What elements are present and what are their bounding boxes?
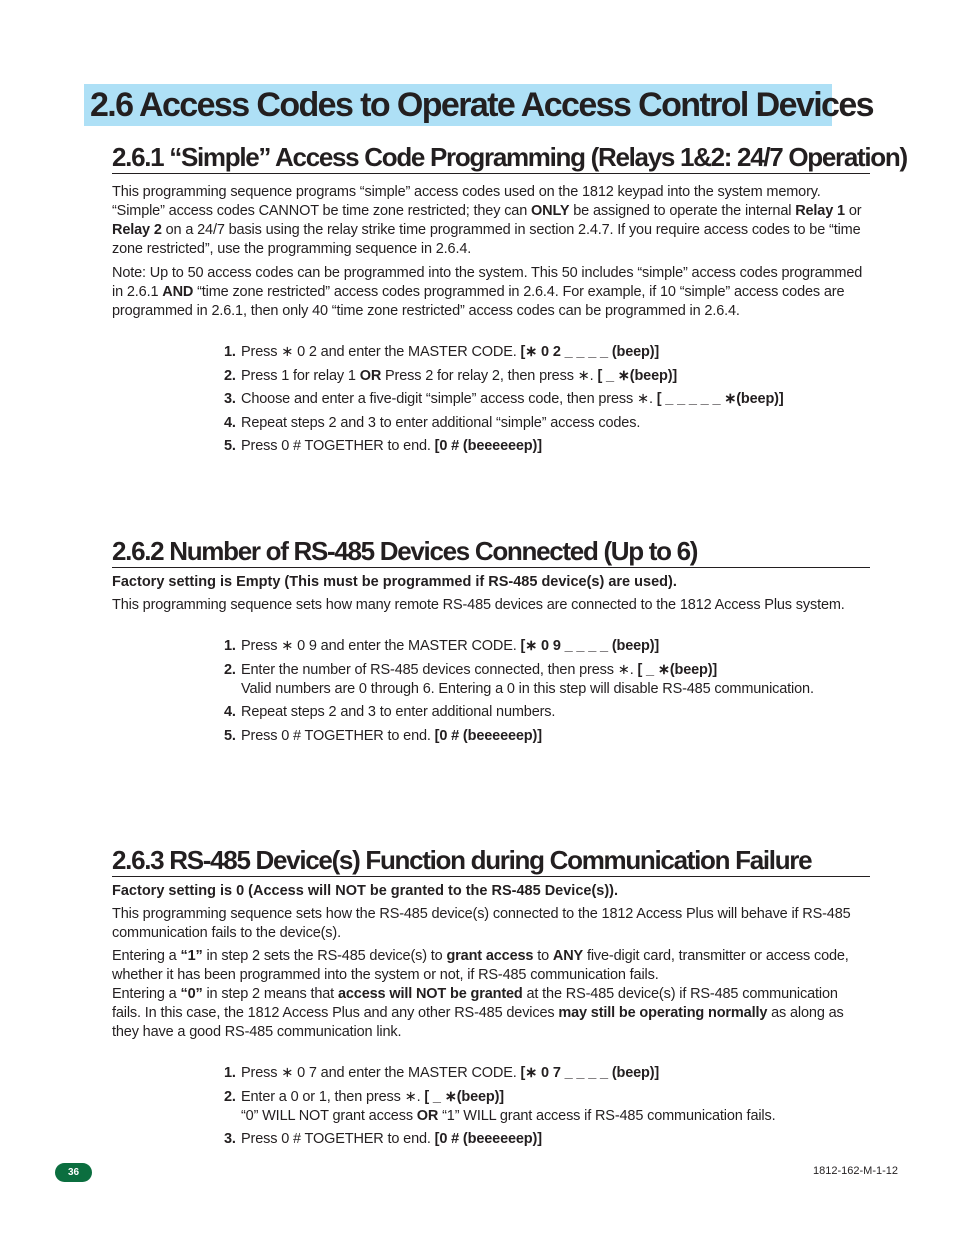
main-title: 2.6 Access Codes to Operate Access Control Devices — [84, 84, 832, 126]
text-run: at the RS-485 device(s) if RS-485 communication fails. In this case, the 1812 Access Plus and any other RS-485 devices — [112, 986, 838, 1021]
step-item — [224, 367, 784, 391]
bold-text: [∗ 0 9 _ _ _ _ (beep)] — [520, 638, 660, 654]
step-item — [224, 390, 784, 414]
section-paragraph: This programming sequence sets how the RS-485 device(s) connected to the 1812 Access Plus will behave if RS-485 communication fails to the device(s). — [112, 906, 851, 941]
step-number: 1. — [224, 344, 236, 360]
text-run: five-digit card, transmitter or access code, whether it has been programmed into the system or not, if RS-485 communication fails. — [112, 948, 849, 983]
bold-text: ANY — [552, 948, 584, 964]
text-run: Press ∗ 0 2 and enter the MASTER CODE. — [241, 344, 521, 360]
text-run: Repeat steps 2 and 3 to enter additional “simple” access codes. — [241, 414, 641, 431]
text-run: to — [533, 948, 553, 964]
step-number: 3. — [224, 1131, 236, 1147]
text-run: Press 2 for relay 2, then press ∗. — [381, 367, 598, 384]
section-paragraph — [112, 985, 870, 1042]
section-heading: 2.6.2 Number of RS-485 Devices Connected (Up to 6) — [112, 536, 870, 568]
text-run: on a 24/7 basis using the relay strike time programmed in section 2.4.7. If you require access codes to be “time zone restricted”, use the programming sequence in 2.6.4. — [112, 222, 861, 257]
step-item — [224, 1130, 775, 1154]
step-item — [224, 343, 784, 367]
step-number: 4. — [224, 414, 236, 431]
text-run: “0” WILL NOT grant access — [241, 1107, 417, 1124]
step-item — [224, 637, 814, 661]
text-run: Press 0 # TOGETHER to end. — [241, 727, 435, 744]
section-paragraph — [112, 947, 870, 985]
step-number: 1. — [224, 1065, 236, 1081]
bold-text: [0 # (beeeeeep)] — [434, 727, 542, 744]
bold-text: “0” — [180, 986, 203, 1002]
bold-text: [ _ ∗(beep)] — [424, 1088, 504, 1105]
bold-text: AND — [162, 284, 194, 300]
bold-text: ONLY — [531, 203, 570, 219]
step-item — [224, 727, 814, 751]
step-item — [224, 1064, 775, 1088]
bold-text: [ _ ∗(beep)] — [637, 661, 718, 678]
text-run: Entering a — [112, 986, 181, 1002]
document-code: 1812-162-M-1-12 — [813, 1165, 898, 1177]
bold-text: OR — [416, 1107, 439, 1124]
section-2-6-3 — [112, 845, 870, 1042]
steps-list — [224, 637, 814, 750]
text-run: Entering a — [112, 948, 181, 964]
step-number: 5. — [224, 438, 236, 454]
bold-text: access will NOT be granted — [337, 986, 523, 1002]
section-paragraph: This programming sequence sets how many remote RS-485 devices are connected to the 1812 Access Plus system. — [112, 597, 845, 613]
text-run: “1” WILL grant access if RS-485 communication fails. — [438, 1107, 776, 1124]
step-number: 3. — [224, 391, 236, 407]
bold-text: [0 # (beeeeeep)] — [434, 438, 542, 454]
text-run: Repeat steps 2 and 3 to enter additional numbers. — [241, 704, 556, 720]
text-run: This programming sequence programs “simple” access codes used on the 1812 keypad into the system memory. “Simple” access codes CANNOT be time zone restricted; they can — [112, 184, 821, 219]
steps-list — [224, 343, 784, 461]
factory-setting: Factory setting is 0 (Access will NOT be granted to the RS-485 Device(s)). — [112, 883, 619, 899]
step-item — [224, 703, 814, 727]
bold-text: may still be operating normally — [558, 1005, 768, 1021]
step-note — [224, 1107, 775, 1131]
text-run: Press 0 # TOGETHER to end. — [241, 1131, 435, 1147]
bold-text: OR — [359, 367, 382, 384]
note-paragraph — [112, 264, 870, 321]
bold-text: [ _ ∗(beep)] — [597, 367, 678, 384]
text-run: Press 0 # TOGETHER to end. — [241, 438, 435, 454]
text-run: Enter the number of RS-485 devices connected, then press ∗. — [241, 661, 638, 678]
section-2-6-2 — [112, 536, 870, 615]
step-number: 2. — [224, 1088, 236, 1105]
bold-text: [∗ 0 7 _ _ _ _ (beep)] — [520, 1065, 660, 1081]
step-number: 2. — [224, 661, 236, 678]
text-run: or — [844, 203, 862, 219]
step-number: 2. — [224, 367, 236, 384]
text-run: Note: Up to 50 access codes can be programmed into the system. This 50 includes “simple” access codes programmed in 2.6.1 — [112, 265, 863, 300]
bold-text: grant access — [446, 948, 534, 964]
bold-text: [∗ 0 2 _ _ _ _ (beep)] — [520, 344, 660, 360]
factory-setting: Factory setting is Empty (This must be programmed if RS-485 device(s) are used). — [112, 574, 677, 590]
text-run: be assigned to operate the internal — [569, 203, 796, 219]
step-number: 5. — [224, 727, 236, 744]
bold-text: Relay 2 — [112, 222, 162, 238]
bold-text: [0 # (beeeeeep)] — [434, 1131, 542, 1147]
step-number: 4. — [224, 704, 236, 720]
step-item — [224, 414, 784, 438]
text-run: in step 2 sets the RS-485 device(s) to — [202, 948, 447, 964]
text-run: Press ∗ 0 7 and enter the MASTER CODE. — [241, 1065, 521, 1081]
step-note: Valid numbers are 0 through 6. Entering a 0 in this step will disable RS-485 communication. — [241, 680, 814, 697]
section-heading: 2.6.1 “Simple” Access Code Programming (Relays 1&2: 24/7 Operation) — [112, 142, 907, 172]
step-number: 1. — [224, 638, 236, 654]
section-heading: 2.6.3 RS-485 Device(s) Function during Communication Failure — [112, 845, 870, 877]
section-paragraph — [112, 183, 870, 259]
text-run: as along as they have a good RS-485 communication link. — [112, 1005, 844, 1040]
text-run: Press 1 for relay 1 — [241, 367, 360, 384]
text-run: Enter a 0 or 1, then press ∗. — [241, 1088, 425, 1105]
page-number: 36 — [55, 1163, 92, 1182]
steps-list — [224, 1064, 775, 1154]
bold-text: “1” — [180, 948, 203, 964]
bold-text: [ _ _ _ _ _ ∗(beep)] — [656, 391, 784, 407]
section-2-6-1 — [112, 142, 907, 321]
bold-text: Relay 1 — [795, 203, 845, 219]
text-run: “time zone restricted” access codes programmed in 2.6.4. For example, if 10 “simple” access codes are programmed in 2.6.1, then only 40 “time zone restricted” access codes can be programmed in 2.6.4. — [112, 284, 845, 319]
step-item — [224, 437, 784, 461]
text-run: Press ∗ 0 9 and enter the MASTER CODE. — [241, 638, 521, 654]
text-run: Choose and enter a five-digit “simple” access code, then press ∗. — [241, 391, 657, 407]
text-run: in step 2 means that — [202, 986, 338, 1002]
